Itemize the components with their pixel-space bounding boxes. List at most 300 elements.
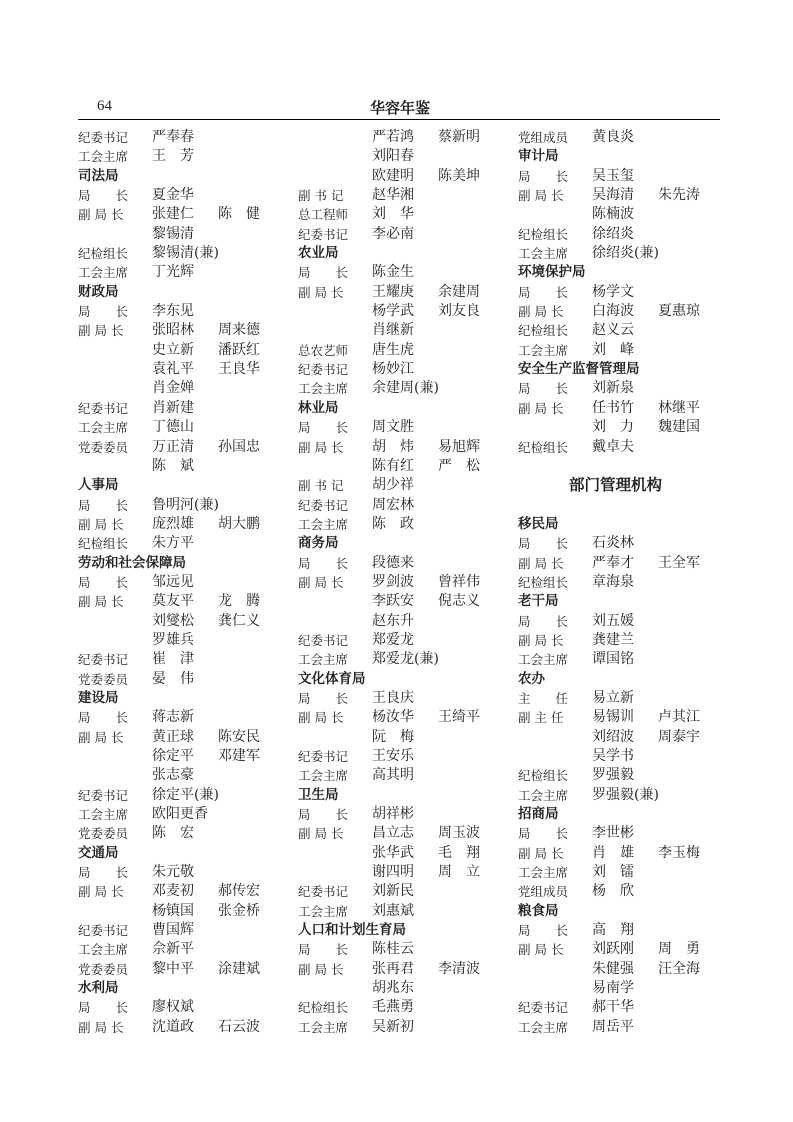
position-title: 局 长 (78, 188, 129, 204)
person-name: 张建仁 (152, 206, 194, 223)
directory-entry (298, 554, 510, 573)
person-name: 陈楠波 (592, 206, 634, 223)
directory-entry (518, 708, 723, 727)
section-heading: 农办 (518, 670, 545, 687)
position-title: 副 书 记 (298, 188, 344, 204)
person-name: 严奉才 (592, 554, 634, 571)
position-title: 纪委书记 (78, 652, 129, 668)
page-number: 64 (97, 98, 112, 114)
position-title: 副 局 长 (298, 439, 344, 455)
directory-entry (298, 592, 510, 611)
position-title: 工会主席 (298, 768, 349, 784)
position-title: 工会主席 (78, 420, 129, 436)
person-name: 阮 梅 (372, 728, 414, 745)
person-name: 肖继新 (372, 322, 414, 339)
section-heading: 人事局 (78, 477, 119, 494)
person-name: 周来德 (218, 322, 260, 339)
directory-entry (518, 612, 723, 631)
position-title: 总工程师 (298, 207, 349, 223)
section-heading: 人口和计划生育局 (298, 922, 406, 939)
position-title: 副 局 长 (518, 304, 564, 320)
position-title: 局 长 (298, 690, 349, 706)
person-name: 吴玉玺 (592, 167, 634, 184)
position-title: 党组成员 (518, 884, 569, 900)
directory-entry (298, 998, 510, 1017)
column-3 (518, 128, 723, 1037)
position-title: 工会主席 (298, 516, 349, 532)
directory-entry (298, 747, 510, 766)
position-title: 局 长 (78, 304, 129, 320)
person-name: 徐绍炎 (592, 225, 634, 242)
directory-entry (298, 283, 510, 302)
directory-entry (78, 998, 293, 1017)
person-name: 王耀庚 (372, 283, 414, 300)
position-title: 党委委员 (78, 671, 129, 687)
column-2 (298, 128, 510, 1037)
spacer (518, 496, 723, 515)
position-title: 副 局 长 (298, 826, 344, 842)
directory-entry (298, 418, 510, 437)
directory-entry (518, 940, 723, 959)
person-name: 段德来 (372, 554, 414, 571)
directory-entry (298, 205, 510, 224)
position-title: 局 长 (78, 1000, 129, 1016)
directory-entry (78, 128, 293, 147)
directory-entry (78, 670, 293, 689)
directory-entry (78, 205, 293, 224)
person-name: 袁礼平 (152, 361, 194, 378)
directory-entry (518, 979, 723, 998)
directory-entry (78, 515, 293, 534)
directory-entry (78, 786, 293, 805)
position-title: 工会主席 (518, 342, 569, 358)
person-name: 涂建斌 (218, 960, 260, 977)
position-title: 局 长 (518, 536, 569, 552)
directory-entry (78, 147, 293, 166)
directory-entry (298, 902, 510, 921)
person-name: 刘惠斌 (372, 902, 414, 919)
directory-entry (518, 302, 723, 321)
directory-entry (298, 379, 510, 398)
directory-entry (298, 612, 510, 631)
person-name: 毛燕勇 (372, 999, 414, 1016)
section-heading: 环境保护局 (518, 264, 586, 281)
directory-entry (78, 863, 293, 882)
person-name: 徐绍炎(兼) (592, 245, 659, 262)
directory-entry (78, 631, 293, 650)
person-name: 黎中平 (152, 960, 194, 977)
directory-entry (298, 940, 510, 959)
section-heading: 粮食局 (518, 902, 559, 919)
section-heading: 司法局 (78, 167, 119, 184)
directory-entry (78, 805, 293, 824)
directory-entry (298, 186, 510, 205)
position-title: 纪委书记 (298, 497, 349, 513)
position-title: 工会主席 (298, 903, 349, 919)
position-title: 工会主席 (78, 807, 129, 823)
position-title: 局 长 (518, 284, 569, 300)
directory-entry (78, 457, 293, 476)
position-title: 纪委书记 (78, 400, 129, 416)
person-name: 邹远见 (152, 573, 194, 590)
directory-entry (298, 728, 510, 747)
directory-entry (78, 708, 293, 727)
person-name: 刘友良 (438, 303, 480, 320)
directory-entry (518, 418, 723, 437)
person-name: 严奉春 (152, 129, 194, 145)
position-title: 局 长 (298, 265, 349, 281)
directory-entry (518, 824, 723, 843)
person-name: 白海波 (592, 303, 634, 320)
position-title: 副 局 长 (518, 632, 564, 648)
position-title: 副 局 长 (78, 516, 124, 532)
position-title: 副 书 记 (298, 478, 344, 494)
position-title: 纪委书记 (298, 362, 349, 378)
directory-entry (78, 302, 293, 321)
position-title: 副 局 长 (78, 323, 124, 339)
section-heading: 林业局 (298, 399, 339, 416)
person-name: 王全军 (658, 554, 700, 571)
directory-entry (518, 766, 723, 785)
person-name: 欧建明 (372, 167, 414, 184)
person-name: 刘新泉 (592, 380, 634, 397)
position-title: 工会主席 (518, 865, 569, 881)
directory-entry (78, 438, 293, 457)
person-name: 夏金华 (152, 187, 194, 204)
person-name: 吴新初 (372, 1018, 414, 1035)
person-name: 罗剑波 (372, 573, 414, 590)
person-name: 高 翔 (592, 922, 634, 939)
directory-entry (518, 747, 723, 766)
person-name: 黄良炎 (592, 129, 634, 145)
person-name: 李世彬 (592, 825, 634, 842)
position-title: 工会主席 (518, 246, 569, 262)
person-name: 赵东升 (372, 612, 414, 629)
position-title: 工会主席 (518, 1019, 569, 1035)
section-heading: 交通局 (78, 844, 119, 861)
directory-entry (78, 534, 293, 553)
person-name: 魏建国 (658, 419, 700, 436)
position-title: 局 长 (78, 574, 129, 590)
spacer (518, 457, 723, 476)
directory-entry (298, 631, 510, 650)
position-title: 纪委书记 (298, 884, 349, 900)
person-name: 汪全海 (658, 960, 700, 977)
position-title: 党委委员 (78, 961, 129, 977)
person-name: 林继平 (658, 399, 700, 416)
person-name: 王安乐 (372, 748, 414, 764)
person-name: 丁德山 (152, 419, 194, 436)
directory-entry (78, 650, 293, 669)
position-title: 纪委书记 (78, 923, 129, 939)
directory-entry (298, 321, 510, 340)
directory-entry (78, 728, 293, 747)
person-name: 杨妙江 (372, 361, 414, 378)
person-name: 余建周 (438, 283, 480, 300)
directory-entry (518, 225, 723, 244)
column-1 (78, 128, 293, 1037)
person-name: 夏惠琼 (658, 303, 700, 320)
position-title: 纪检组长 (518, 574, 569, 590)
person-name: 毛 翔 (438, 844, 480, 861)
directory-entry (518, 128, 723, 147)
directory-entry (78, 379, 293, 398)
person-name: 吴海清 (592, 187, 634, 204)
person-name: 孙国忠 (218, 438, 260, 455)
directory-entry (518, 244, 723, 263)
directory-entry (518, 186, 723, 205)
directory-entry (78, 592, 293, 611)
person-name: 陈桂云 (372, 941, 414, 958)
person-name: 郑爱龙(兼) (372, 651, 439, 668)
person-name: 周泰宇 (658, 728, 700, 745)
person-name: 王良庆 (372, 689, 414, 706)
person-name: 赵华湘 (372, 187, 414, 204)
position-title: 局 长 (518, 381, 569, 397)
directory-entry (298, 360, 510, 379)
position-title: 纪检组长 (298, 1000, 349, 1016)
person-name: 石炎林 (592, 535, 634, 552)
directory-entry (298, 689, 510, 708)
directory-entry (78, 186, 293, 205)
directory-entry (518, 399, 723, 418)
person-name: 朱方平 (152, 535, 194, 552)
section-heading: 文化体育局 (298, 670, 366, 687)
person-name: 龚建兰 (592, 631, 634, 648)
directory-entry (298, 844, 510, 863)
directory-entry (298, 263, 510, 282)
position-title: 副 主 任 (518, 710, 564, 726)
running-title: 华容年鉴 (370, 99, 431, 117)
directory-entry (518, 863, 723, 882)
person-name: 罗雄兵 (152, 631, 194, 648)
person-name: 刘 峰 (592, 341, 634, 358)
directory-entry (78, 612, 293, 631)
person-name: 廖权斌 (152, 999, 194, 1016)
directory-entry (518, 921, 723, 940)
person-name: 徐定平 (152, 748, 194, 764)
position-title: 局 长 (518, 168, 569, 184)
directory-entry (78, 573, 293, 592)
person-name: 王良华 (218, 361, 260, 378)
person-name: 唐生虎 (372, 341, 414, 358)
directory-entry (518, 283, 723, 302)
person-name: 刘跃刚 (592, 941, 634, 958)
person-name: 昌立志 (372, 825, 414, 842)
person-name: 高其明 (372, 767, 414, 784)
directory-entry (518, 554, 723, 573)
person-name: 潘跃红 (218, 341, 260, 358)
position-title: 副 局 长 (78, 207, 124, 223)
directory-entry (298, 515, 510, 534)
directory-entry (78, 766, 293, 785)
person-name: 鲁明河(兼) (152, 496, 219, 513)
person-name: 肖新建 (152, 399, 194, 416)
position-title: 局 长 (298, 807, 349, 823)
directory-entry (518, 728, 723, 747)
position-title: 纪检组长 (518, 439, 569, 455)
person-name: 李清波 (438, 960, 480, 977)
person-name: 朱先涛 (658, 187, 700, 204)
person-name: 陈美坤 (438, 167, 480, 184)
position-title: 副 局 长 (298, 961, 344, 977)
position-title: 副 局 长 (78, 729, 124, 745)
person-name: 刘新民 (372, 883, 414, 900)
position-title: 副 局 长 (518, 188, 564, 204)
section-heading: 招商局 (518, 806, 559, 823)
person-name: 徐定平(兼) (152, 786, 219, 803)
position-title: 局 长 (298, 420, 349, 436)
person-name: 周宏林 (372, 496, 414, 513)
section-heading: 水利局 (78, 980, 119, 997)
directory-entry (298, 496, 510, 515)
position-title: 工会主席 (298, 381, 349, 397)
position-title: 纪委书记 (518, 1000, 569, 1016)
directory-entry (298, 882, 510, 901)
person-name: 张华武 (372, 844, 414, 861)
directory-entry (298, 960, 510, 979)
person-name: 曾祥伟 (438, 573, 480, 590)
position-title: 局 长 (78, 865, 129, 881)
position-title: 局 长 (78, 710, 129, 726)
directory-entry (78, 960, 293, 979)
position-title: 局 长 (518, 826, 569, 842)
person-name: 易锡训 (592, 709, 634, 726)
person-name: 刘 力 (592, 419, 634, 436)
person-name: 刘 镭 (592, 864, 634, 881)
person-name: 赵义云 (592, 322, 634, 339)
directory-entry (298, 476, 510, 495)
person-name: 黄正球 (152, 728, 194, 745)
person-name: 罗强毅 (592, 767, 634, 784)
directory-entry (518, 321, 723, 340)
directory-entry (298, 341, 510, 360)
person-name: 章海泉 (592, 573, 634, 590)
directory-entry (78, 1018, 293, 1037)
person-name: 王绮平 (438, 709, 480, 726)
directory-entry (78, 244, 293, 263)
person-name: 陈有红 (372, 457, 414, 474)
position-title: 纪检组长 (518, 226, 569, 242)
person-name: 晏 伟 (152, 670, 194, 687)
directory-entry (78, 360, 293, 379)
directory-entry (298, 302, 510, 321)
person-name: 谢四明 (372, 864, 414, 881)
directory-entry (298, 824, 510, 843)
directory-entry (298, 1018, 510, 1037)
position-title: 党组成员 (518, 130, 569, 145)
person-name: 戴卓夫 (592, 438, 634, 455)
person-name: 杨学武 (372, 303, 414, 320)
position-title: 纪委书记 (298, 632, 349, 648)
person-name: 欧阳更香 (152, 806, 208, 823)
directory-entry (298, 708, 510, 727)
position-title: 局 长 (298, 942, 349, 958)
person-name: 石云波 (218, 1018, 260, 1035)
person-name: 周文胜 (372, 419, 414, 436)
directory-entry (78, 418, 293, 437)
person-name: 周玉波 (438, 825, 480, 842)
directory-entry (518, 689, 723, 708)
directory-entry (298, 167, 510, 186)
position-title: 副 局 长 (298, 574, 344, 590)
person-name: 陈 健 (218, 206, 260, 223)
directory-entry (298, 438, 510, 457)
position-title: 副 局 长 (298, 710, 344, 726)
person-name: 周 勇 (658, 941, 700, 958)
person-name: 任书竹 (592, 399, 634, 416)
person-name: 肖 雄 (592, 844, 634, 861)
section-heading: 商务局 (298, 535, 339, 552)
person-name: 李玉梅 (658, 844, 700, 861)
position-title: 纪检组长 (78, 536, 129, 552)
directory-entry (518, 1018, 723, 1037)
person-name: 胡大鹏 (218, 515, 260, 532)
directory-entry (78, 341, 293, 360)
person-name: 佘新平 (152, 941, 194, 958)
person-name: 卢其江 (658, 709, 700, 726)
directory-entry (298, 147, 510, 166)
person-name: 易立新 (592, 689, 634, 706)
position-title: 主 任 (518, 690, 569, 706)
person-name: 李跃安 (372, 593, 414, 610)
person-name: 李东见 (152, 303, 194, 320)
directory-entry (298, 979, 510, 998)
position-title: 工会主席 (298, 1019, 349, 1035)
position-title: 局 长 (78, 497, 129, 513)
person-name: 刘燮松 (152, 612, 194, 629)
directory-entry (298, 766, 510, 785)
person-name: 余建周(兼) (372, 380, 439, 397)
position-title: 副 局 长 (518, 845, 564, 861)
directory-entry (298, 650, 510, 669)
person-name: 曹国辉 (152, 922, 194, 939)
person-name: 周岳平 (592, 1018, 634, 1035)
person-name: 胡 炜 (372, 438, 414, 455)
directory-entry (78, 225, 293, 244)
person-name: 刘绍波 (592, 728, 634, 745)
person-name: 邓建军 (218, 748, 260, 764)
person-name: 易南学 (592, 980, 634, 997)
directory-entry (298, 863, 510, 882)
position-title: 副 局 长 (298, 284, 344, 300)
position-title: 副 局 长 (78, 1019, 124, 1035)
person-name: 王 芳 (152, 148, 194, 165)
person-name: 罗强毅(兼) (592, 786, 659, 803)
position-title: 纪委书记 (298, 226, 349, 242)
directory-entry (298, 573, 510, 592)
directory-entry (518, 786, 723, 805)
person-name: 周 立 (438, 864, 480, 881)
person-name: 陈 政 (372, 515, 414, 532)
directory-entry (78, 882, 293, 901)
directory-entry (518, 844, 723, 863)
directory-entry (518, 573, 723, 592)
section-heading: 财政局 (78, 283, 119, 300)
person-name: 蒋志新 (152, 709, 194, 726)
position-title: 副 局 长 (518, 555, 564, 571)
directory-entry (298, 225, 510, 244)
major-section-title: 部门管理机构 (568, 476, 662, 495)
position-title: 党委委员 (78, 826, 129, 842)
position-title: 纪检组长 (518, 323, 569, 339)
person-name: 杨镇国 (152, 902, 194, 919)
person-name: 龚仁义 (218, 612, 260, 629)
person-name: 郝干华 (592, 999, 634, 1016)
directory-entry (78, 824, 293, 843)
directory-entry (78, 940, 293, 959)
directory-entry (518, 631, 723, 650)
